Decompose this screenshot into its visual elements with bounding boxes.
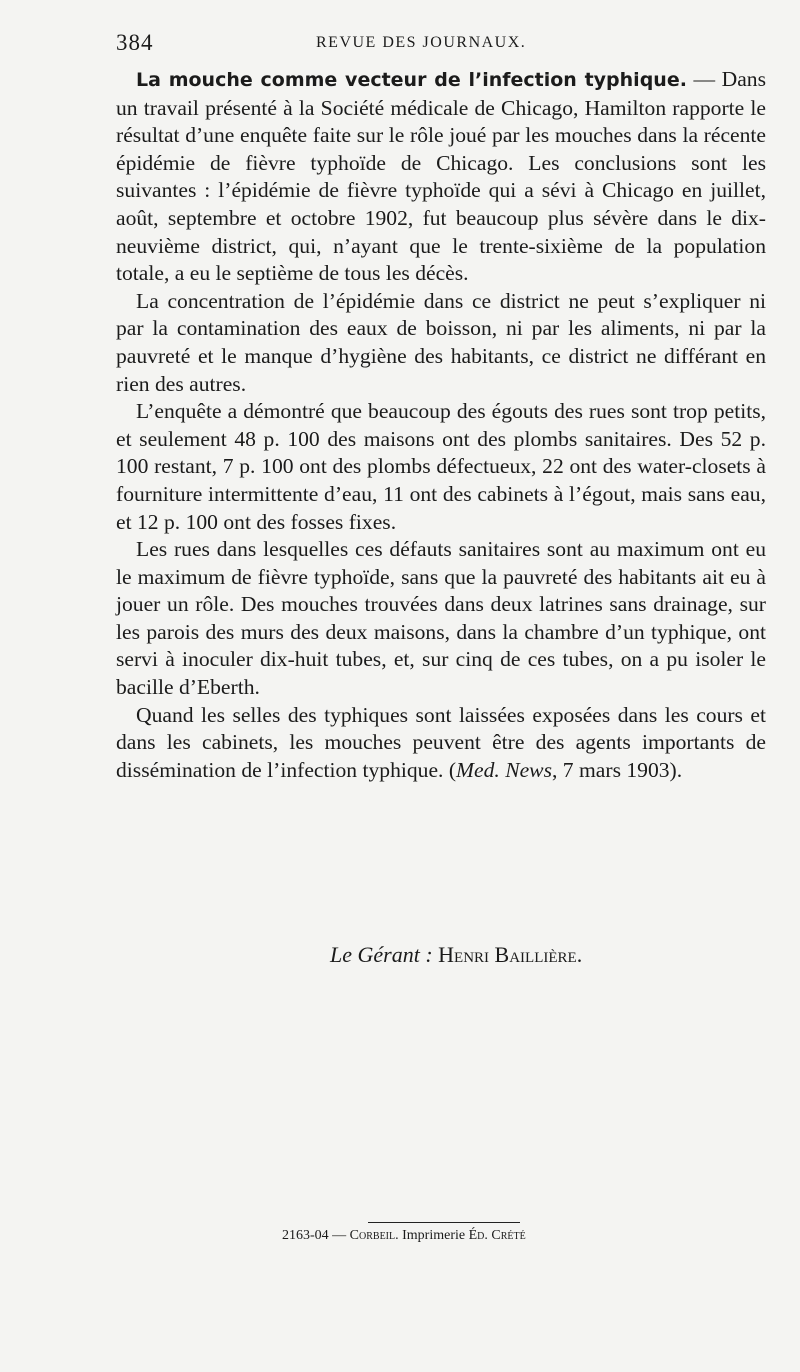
paragraph-5-text: Quand les selles des typhiques sont laissées exposées dans les cours et dans les cabinets, les mouches peuvent être des agents importants de dissémination de l’infection typhique. ( xyxy=(116,702,766,782)
paragraph-4: Les rues dans lesquelles ces défauts sanitaires sont au maximum ont eu le maximum de fièvre typhoïde, sans que la pauvreté des habitants ait eu à jouer un rôle. Des mouches trouvées dans deux latrines sans drainage, sur les parois des murs des deux maisons, dans la chambre d’un typhique, ont servi à inoculer dix-huit tubes, et, sur cinq de ces tubes, on a pu isoler le bacille d’Eberth. xyxy=(116,537,766,700)
printer-imprint xyxy=(282,1228,526,1244)
paragraph-2: La concentration de l’épidémie dans ce district ne peut s’expliquer ni par la contamination des eaux de boisson, ni par les aliments, ni par la pauvreté et le manque d’hygiène des habitants, ce district ne différant en rien des autres. xyxy=(116,288,766,396)
page-number: 384 xyxy=(116,30,154,55)
article-body xyxy=(116,66,766,784)
paragraph-1-text: Dans un travail présenté à la Société médicale de Chicago, Hamilton rapporte le résultat d’une enquête faite sur le rôle joué par les mouches dans la récente épidémie de fièvre typhoïde de Chicago. Les conclusions sont les suivantes : l’épidémie de fièvre typhoïde qui a sévi à Chicago en juillet, août, septembre et octobre 1902, fut beaucoup plus sévère dans le dix-neuvième district, qui, n’ayant que le trente-sixième de la population totale, a eu le septième de tous les décès. xyxy=(116,67,766,286)
article-title: La mouche comme vecteur de l’infection typhique. xyxy=(136,69,687,91)
paragraph-1 xyxy=(116,66,766,288)
signature-label: Le Gérant : xyxy=(330,942,433,967)
imprint-city: Corbeil. xyxy=(349,1228,399,1243)
signature-name: Henri Baillière. xyxy=(438,942,583,967)
imprint-text: Imprimerie xyxy=(398,1228,469,1243)
imprint-number: 2163-04 xyxy=(282,1228,329,1243)
paragraph-5 xyxy=(116,702,766,785)
page-header xyxy=(116,30,766,60)
title-dash: — xyxy=(686,67,722,91)
source-journal: Med. News xyxy=(456,757,552,782)
signature xyxy=(330,942,582,968)
source-date: , 7 mars 1903). xyxy=(552,757,683,782)
imprint-printer: Éd. Crété xyxy=(468,1228,526,1243)
imprint-rule xyxy=(368,1222,520,1223)
paragraph-3: L’enquête a démontré que beaucoup des égouts des rues sont trop petits, et seulement 48 p. 100 des maisons ont des plombs sanitaires. Des 52 p. 100 restant, 7 p. 100 ont des plombs défectueux, 22 ont des water-closets à fourniture intermittente d’eau, 11 ont des cabinets à l’égout, mais sans eau, et 12 p. 100 ont des fosses fixes. xyxy=(116,399,766,534)
imprint-dash: — xyxy=(328,1228,350,1243)
running-head: REVUE DES JOURNAUX. xyxy=(316,34,527,51)
